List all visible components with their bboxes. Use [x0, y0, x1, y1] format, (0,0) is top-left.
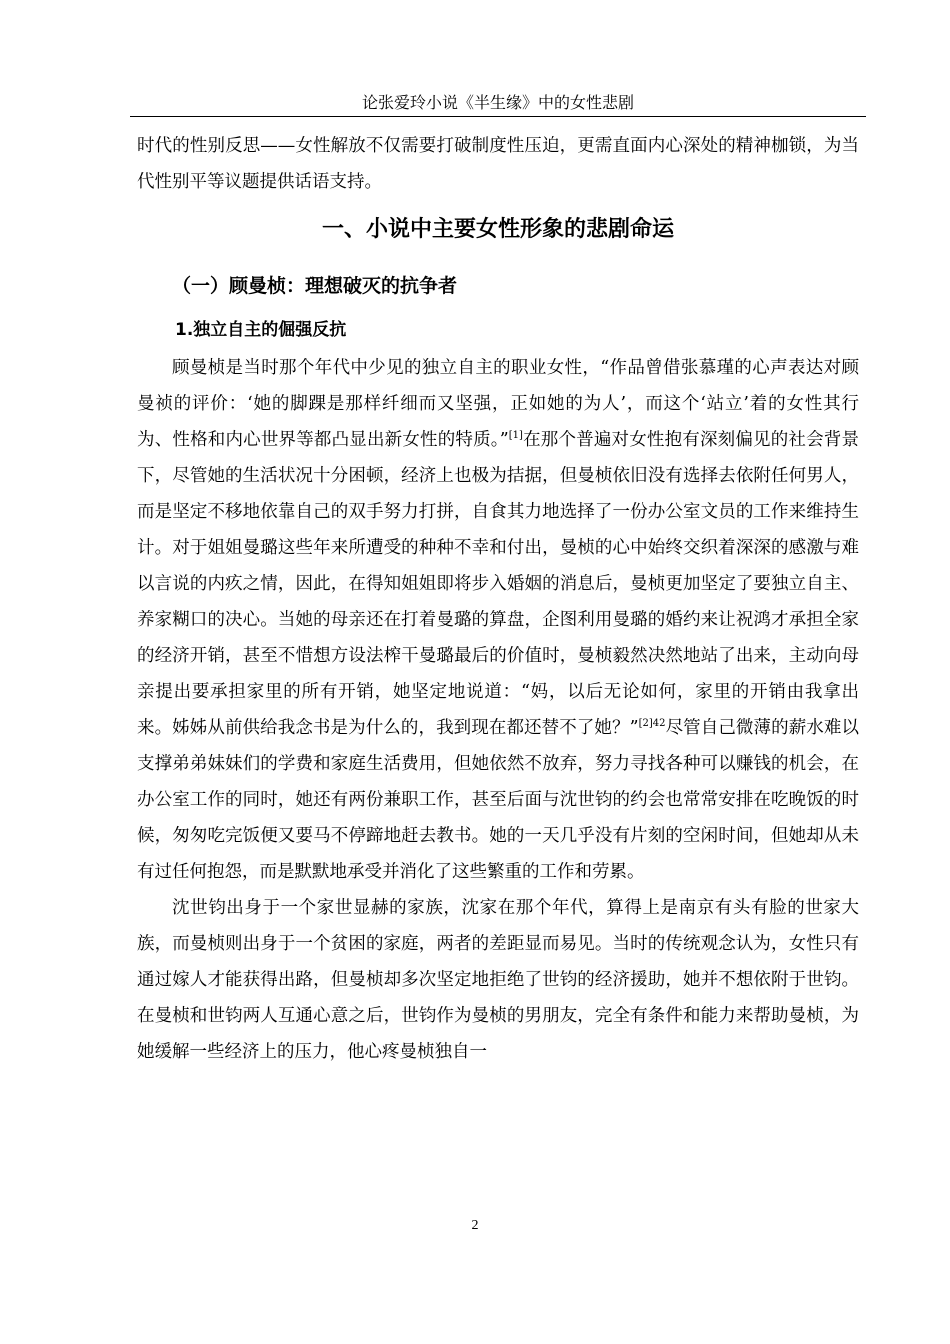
body-paragraph-2: 沈世钧出身于一个家世显赫的家族，沈家在那个年代，算得上是南京有头有脸的世家大族，而曼桢则出身于一个贫困的家庭，两者的差距显而易见。当时的传统观念认为，女性只有通过嫁人才能获得出路，但曼桢却多次坚定地拒绝了世钧的经济援助，她并不想依附于世钧。在曼桢和世钧两人互通心意之后，世钧作为曼桢的男朋友，完全有条件和能力来帮助曼桢，为她缓解一些经济上的压力，他心疼曼桢独自一: [137, 898, 859, 1062]
paragraph-1-part-1: 顾曼桢是当时那个年代中少见的独立自主的职业女性，“作品曾借张慕瑾的心声表达对顾曼祯的评价：‘她的脚踝是那样纤细而又坚强，正如她的为人’，而这个‘站立’着的女性其行为、性格和内心世界等都凸显出新女性的特质。”: [137, 358, 859, 450]
paragraph-1-part-2: 在那个普遍对女性抱有深刻偏见的社会背景下，尽管她的生活状况十分困顿，经济上也极为拮据，但曼桢依旧没有选择去依附任何男人，而是坚定不移地依靠自己的双手努力打拼，自食其力地选择了一份办公室文员的工作来维持生计。对于姐姐曼璐这些年来所遭受的种种不幸和付出，曼桢的心中始终交织着深深的感激与难以言说的内疚之情，因此，在得知姐姐即将步入婚姻的消息后，曼桢更加坚定了要独立自主、养家糊口的决心。当她的母亲还在打着曼璐的算盘，企图利用曼璐的婚约来让祝鸿才承担全家的经济开销，甚至不惜想方设法榨干曼璐最后的价值时，曼桢毅然决然地站了出来，主动向母亲提出要承担家里的所有开销，她坚定地说道：“妈，以后无论如何，家里的开销由我拿出来。姊姊从前供给我念书是为什么的，我到现在都还替不了她？”: [137, 430, 859, 738]
page-number: 2: [471, 1218, 479, 1233]
subsubsection-title: 1.独立自主的倔强反抗: [175, 320, 347, 340]
citation-2: [2]42: [638, 718, 666, 730]
body-paragraph-1: [137, 350, 859, 890]
page-content: [137, 128, 859, 1070]
subsection-title: （一）顾曼桢：理想破灭的抗争者: [172, 275, 458, 297]
running-header: 论张爱玲小说《半生缘》中的女性悲剧: [361, 93, 634, 112]
section-title: 一、小说中主要女性形象的悲剧命运: [321, 217, 674, 242]
header-rule: [130, 116, 866, 117]
citation-1: [1]: [508, 430, 523, 442]
intro-paragraph: 时代的性别反思——女性解放不仅需要打破制度性压迫，更需直面内心深处的精神枷锁，为当代性别平等议题提供话语支持。: [137, 136, 859, 192]
paragraph-1-part-3: 尽管自己微薄的薪水难以支撑弟弟妹妹们的学费和家庭生活费用，但她依然不放弃，努力寻找各种可以赚钱的机会，在办公室工作的同时，她还有两份兼职工作，甚至后面与沈世钧的约会也常常安排在吃晚饭的时候，匆匆吃完饭便又要马不停蹄地赶去教书。她的一天几乎没有片刻的空闲时间，但她却从未有过任何抱怨，而是默默地承受并消化了这些繁重的工作和劳累。: [137, 718, 859, 882]
